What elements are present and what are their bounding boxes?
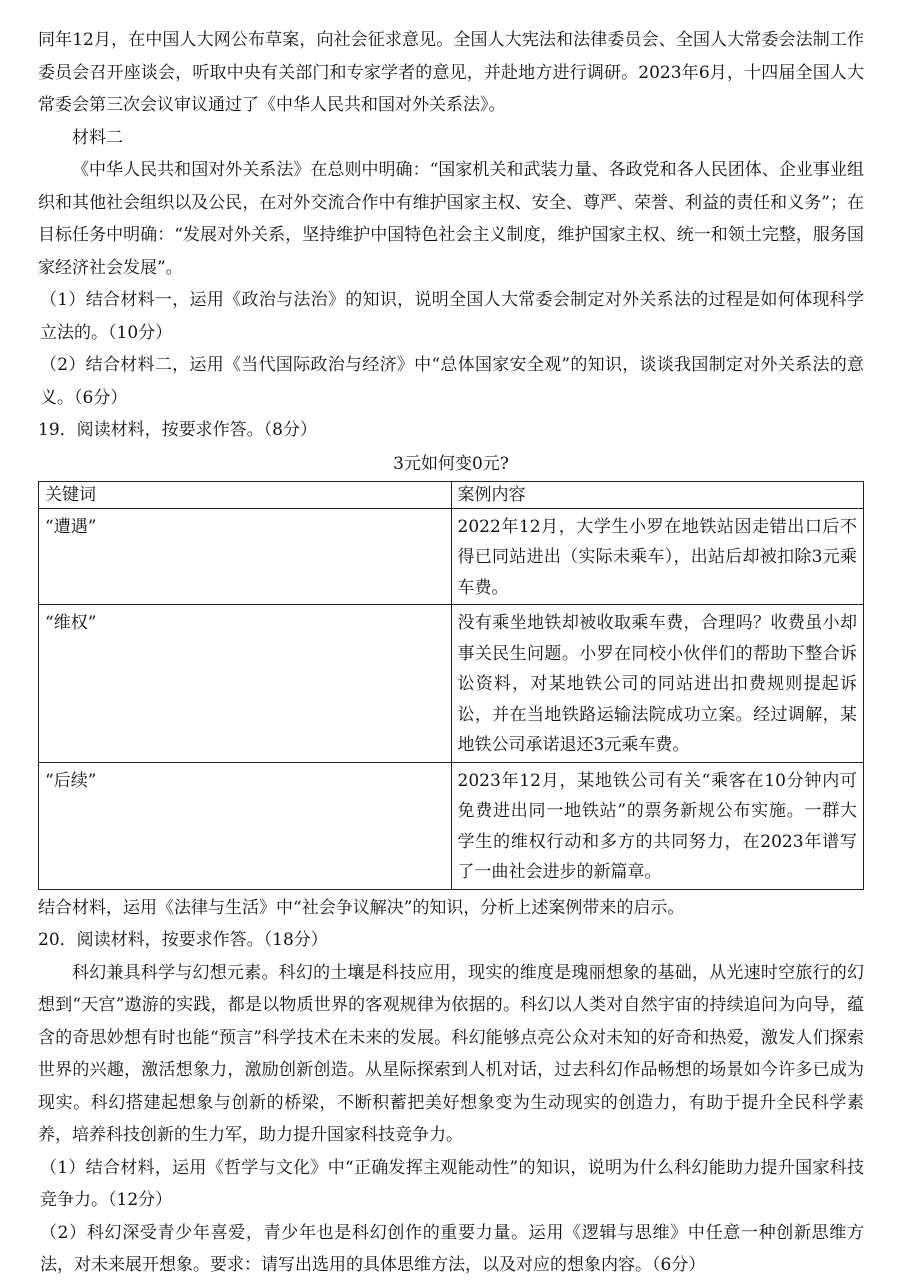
table-header-row [39,481,864,508]
q18-sub1: （1）结合材料一，运用《政治与法治》的知识，说明全国人大常委会制定对外关系法的过程是如何体现科学立法的。（10分） [40,290,864,343]
q19-table-caption: 3元如何变0元? [393,453,509,474]
q20-material-paragraph: 科幻兼具科学与幻想元素。科幻的土壤是科技应用，现实的维度是瑰丽想象的基础，从光速时空旅行的幻想到“天宫”遨游的实践，都是以物质世界的客观规律为依据的。科幻以人类对自然宇宙的持续追问为向导，蕴含的奇思妙想有时也能“预言”科学技术在未来的发展。科幻能够点亮公众对未知的好奇和热爱，激发人们探索世界的兴趣，激活想象力，激励创新创造。从星际探索到人机对话，过去科幻作品畅想的场景如今许多已成为现实。科幻搭建起想象与创新的桥梁，不断积蓄把美好想象变为生动现实的创造力，有助于提升全民科学素养，培养科技创新的生力军，助力提升国家科技竞争力。 [38,962,864,1145]
row-keyword: “后续” [39,762,452,889]
q18-sub2: （2）结合材料二，运用《当代国际政治与经济》中“总体国家安全观”的知识，谈谈我国制定对外关系法的意义。（6分） [40,355,864,408]
row-keyword: “遭遇” [39,508,452,605]
material-two-paragraph: 《中华人民共和国对外关系法》在总则中明确：“国家机关和武装力量、各政党和各人民团体、企业事业组织和其他社会组织以及公民，在对外交流合作中有维护国家主权、安全、尊严、荣誉、利益的责任和义务”；在目标任务中明确：“发展对外关系，坚持维护中国特色社会主义制度，维护国家主权、统一和领土完整，服务国家经济社会发展”。 [38,160,864,278]
material-two-heading: 材料二 [72,127,123,148]
intro-paragraph: 同年12月，在中国人大网公布草案，向社会征求意见。全国人大宪法和法律委员会、全国人大常委会法制工作委员会召开座谈会，听取中央有关部门和专家学者的意见，并赴地方进行调研。2023年6月，十四届全国人大常委会第三次会议审议通过了《中华人民共和国对外关系法》。 [38,30,864,115]
row-content: 没有乘坐地铁却被收取乘车费，合理吗？收费虽小却事关民生问题。小罗在同校小伙伴们的帮助下整合诉讼资料，对某地铁公司的同站进出扣费规则提起诉讼，并在当地铁路运输法院成功立案。经过调解，某地铁公司承诺退还3元乘车费。 [451,605,864,763]
q20-stem: 20．阅读材料，按要求作答。（18分） [38,930,328,950]
table-row [39,762,864,889]
row-keyword: “维权” [39,605,452,763]
row-content: 2022年12月，大学生小罗在地铁站因走错出口后不得已同站进出（实际未乘车），出站后却被扣除3元乘车费。 [451,508,864,605]
q19-question: 结合材料，运用《法律与生活》中“社会争议解决”的知识，分析上述案例带来的启示。 [38,897,685,918]
q20-sub2: （2）科幻深受青少年喜爱，青少年也是科幻创作的重要力量。运用《逻辑与思维》中任意一种创新思维方法，对未来展开想象。要求：请写出选用的具体思维方法，以及对应的想象内容。（6分） [40,1222,864,1275]
header-keyword: 关键词 [39,481,452,508]
row-content: 2023年12月，某地铁公司有关“乘客在10分钟内可免费进出同一地铁站”的票务新规公布实施。一群大学生的维权行动和多方的共同努力，在2023年谱写了一曲社会进步的新篇章。 [451,762,864,889]
header-content: 案例内容 [451,481,864,508]
table-row [39,508,864,605]
q19-stem: 19．阅读材料，按要求作答。（8分） [38,420,317,440]
table-row [39,605,864,763]
q20-sub1: （1）结合材料，运用《哲学与文化》中“正确发挥主观能动性”的知识，说明为什么科幻能助力提升国家科技竞争力。（12分） [40,1157,864,1210]
case-table [38,481,864,890]
